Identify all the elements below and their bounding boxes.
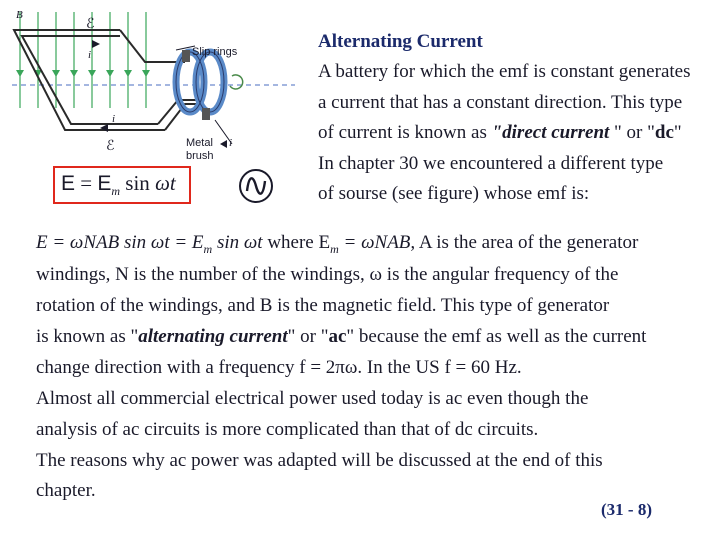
formula-func: sin — [120, 171, 156, 195]
formula-lhs: E — [61, 172, 76, 195]
emf-top-label: ℰ — [86, 16, 95, 32]
body-line-7: analysis of ac circuits is more complicated than that of dc circuits. — [36, 419, 539, 440]
body-line-4-a: is known as " — [36, 326, 139, 347]
body-line-3: rotation of the windings, and B is the magnetic field. This type of generator — [36, 295, 610, 316]
body-line-5: change direction with a frequency f = 2πω. In the US f = 60 Hz. — [36, 357, 522, 378]
formula-sub: m — [111, 184, 121, 199]
direct-current-term: "direct current — [491, 122, 610, 143]
intro-line-4: In chapter 30 we encountered a different type — [318, 153, 664, 174]
emf-bottom-label: ℰ — [106, 138, 115, 154]
intro-line-3 — [318, 122, 682, 144]
slip-rings-label: Slip rings — [192, 46, 238, 58]
ac-term: ac — [328, 326, 347, 347]
intro-line-1: A battery for which the emf is constant generates — [318, 61, 691, 82]
current-brush-label: i — [229, 137, 233, 149]
brush-label: brush — [186, 150, 214, 162]
emf-equation: E = ωNAB sin ωt = E — [36, 232, 204, 253]
where-text: where E — [262, 232, 331, 253]
body-line-9: chapter. — [36, 480, 96, 501]
body-line-4-c: " because the emf as well as the current — [346, 326, 647, 347]
intro-line-3-c: " — [673, 122, 682, 143]
metal-label: Metal — [186, 137, 213, 149]
body-line-6: Almost all commercial electrical power used today is ac even though the — [36, 388, 589, 409]
page-number: (31 - 8) — [601, 500, 652, 519]
rotating-coil — [14, 30, 200, 130]
field-b-label: B — [16, 9, 23, 21]
body-line-2: windings, N is the number of the windings, ω is the angular frequency of the — [36, 264, 619, 285]
intro-line-2: a current that has a constant direction. This type — [318, 92, 683, 113]
intro-line-3-b: " or " — [609, 122, 655, 143]
body-line-1 — [36, 232, 638, 257]
emf-equation-2: sin ωt — [212, 232, 263, 253]
em-definition: = ωNAB, — [338, 232, 416, 253]
where-sub: m — [330, 241, 339, 256]
current-bottom-label: i — [112, 113, 116, 125]
emf-formula-box — [53, 166, 191, 204]
page-title: Alternating Current — [318, 31, 483, 52]
dc-term: dc — [654, 122, 674, 143]
emf-equation-sub: m — [203, 241, 213, 256]
body-line-8: The reasons why ac power was adapted will be discussed at the end of this — [36, 450, 603, 471]
current-top-label: i — [88, 49, 92, 61]
formula-arg: ωt — [155, 171, 176, 195]
body-line-4-b: " or " — [287, 326, 329, 347]
ac-source-icon — [237, 167, 275, 205]
intro-line-3-a: of current is known as — [318, 122, 492, 143]
body-line-4 — [36, 326, 646, 348]
emf-formula — [61, 171, 176, 199]
magnetic-field-lines — [20, 12, 146, 108]
formula-e: E — [97, 172, 112, 195]
intro-line-5: of sourse (see figure) whose emf is: — [318, 183, 590, 204]
body-line-1-rest: A is the area of the generator — [415, 232, 639, 253]
formula-eq: = — [75, 171, 98, 195]
alternating-current-term: alternating current — [138, 326, 288, 347]
